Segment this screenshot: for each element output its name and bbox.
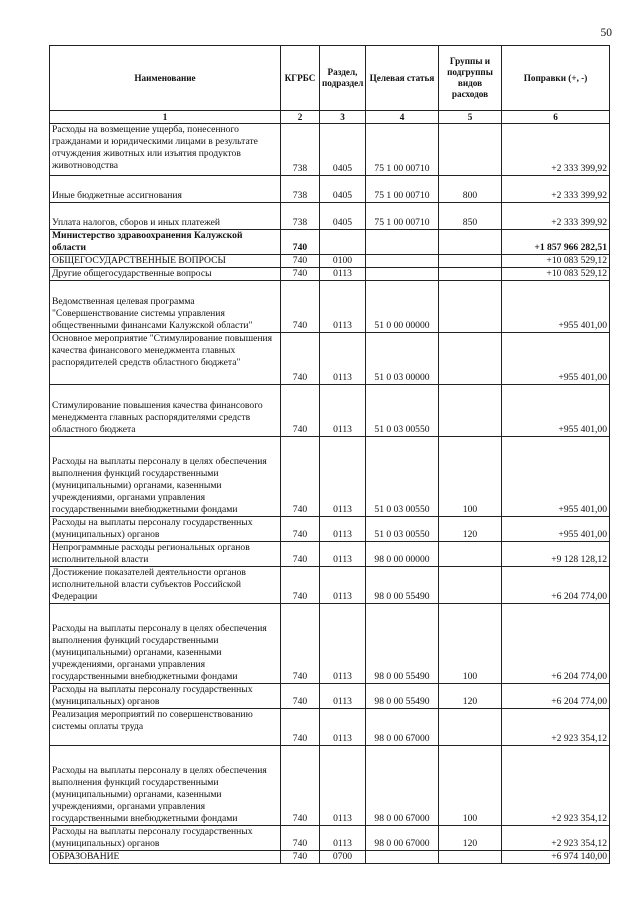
row-amendment: +10 083 529,12 <box>502 268 610 281</box>
row-kgrbs: 740 <box>281 437 320 517</box>
row-amendment: +2 923 354,12 <box>502 826 610 851</box>
table-row <box>50 268 610 281</box>
row-name: Расходы на выплаты персоналу в целях обеспечения выполнения функций государственными (муниципальными) органами, казенными учреждениями, органами управления государственными внебюджетными фондами <box>50 437 281 517</box>
row-target-article: 98 0 00 55490 <box>366 567 439 604</box>
row-section: 0113 <box>320 567 366 604</box>
row-section: 0405 <box>320 203 366 230</box>
row-target-article <box>366 851 439 864</box>
row-kgrbs: 740 <box>281 333 320 385</box>
header-section: Раздел, подраздел <box>320 46 366 111</box>
row-name: Стимулирование повышения качества финансового менеджмента главных распорядителями средств областного бюджета <box>50 385 281 437</box>
row-amendment: +6 204 774,00 <box>502 567 610 604</box>
row-kgrbs: 740 <box>281 542 320 567</box>
table-row <box>50 255 610 268</box>
row-kgrbs: 740 <box>281 746 320 826</box>
row-expense-group: 120 <box>439 517 502 542</box>
row-name: Ведомственная целевая программа "Совершенствование системы управления общественными финансами Калужской области" <box>50 281 281 333</box>
row-amendment: +2 333 399,92 <box>502 124 610 176</box>
row-name: Другие общегосударственные вопросы <box>50 268 281 281</box>
column-number: 3 <box>320 111 366 124</box>
row-section: 0100 <box>320 255 366 268</box>
header-group: Группы и подгруппы видов расходов <box>439 46 502 111</box>
row-kgrbs: 740 <box>281 826 320 851</box>
row-section: 0113 <box>320 268 366 281</box>
row-expense-group <box>439 230 502 255</box>
column-number: 5 <box>439 111 502 124</box>
row-name: Иные бюджетные ассигнования <box>50 176 281 203</box>
row-expense-group <box>439 268 502 281</box>
row-name: Непрограммные расходы региональных органов исполнительной власти <box>50 542 281 567</box>
row-name: Расходы на выплаты персоналу в целях обеспечения выполнения функций государственными (муниципальными) органами, казенными учреждениями, органами управления государственными внебюджетными фондами <box>50 746 281 826</box>
row-amendment: +2 333 399,92 <box>502 176 610 203</box>
row-section <box>320 230 366 255</box>
row-kgrbs: 740 <box>281 709 320 746</box>
row-expense-group: 850 <box>439 203 502 230</box>
row-expense-group <box>439 567 502 604</box>
row-section: 0113 <box>320 281 366 333</box>
row-name: ОБЩЕГОСУДАРСТВЕННЫЕ ВОПРОСЫ <box>50 255 281 268</box>
row-amendment: +6 974 140,00 <box>502 851 610 864</box>
row-target-article: 98 0 00 00000 <box>366 542 439 567</box>
header-name: Наименование <box>50 46 281 111</box>
row-kgrbs: 740 <box>281 255 320 268</box>
row-target-article <box>366 255 439 268</box>
column-number: 6 <box>502 111 610 124</box>
table-row <box>50 281 610 333</box>
row-name: Расходы на выплаты персоналу в целях обеспечения выполнения функций государственными (муниципальными) органами, казенными учреждениями, органами управления государственными внебюджетными фондами <box>50 604 281 684</box>
row-amendment: +955 401,00 <box>502 517 610 542</box>
row-amendment: +1 857 966 282,51 <box>502 230 610 255</box>
row-target-article: 51 0 03 00550 <box>366 385 439 437</box>
row-target-article: 75 1 00 00710 <box>366 203 439 230</box>
row-expense-group <box>439 542 502 567</box>
budget-amendments-table <box>49 45 610 864</box>
row-kgrbs: 740 <box>281 230 320 255</box>
row-name: Расходы на выплаты персоналу государственных (муниципальных) органов <box>50 826 281 851</box>
row-expense-group: 800 <box>439 176 502 203</box>
row-target-article: 51 0 03 00000 <box>366 333 439 385</box>
row-amendment: +10 083 529,12 <box>502 255 610 268</box>
table-row <box>50 176 610 203</box>
row-expense-group <box>439 333 502 385</box>
row-amendment: +6 204 774,00 <box>502 684 610 709</box>
column-number-row <box>50 111 610 124</box>
column-number: 4 <box>366 111 439 124</box>
row-name: Расходы на выплаты персоналу государственных (муниципальных) органов <box>50 684 281 709</box>
row-expense-group: 120 <box>439 826 502 851</box>
row-section: 0405 <box>320 124 366 176</box>
row-amendment: +955 401,00 <box>502 281 610 333</box>
column-number: 1 <box>50 111 281 124</box>
table-row <box>50 203 610 230</box>
table-row <box>50 746 610 826</box>
row-kgrbs: 740 <box>281 281 320 333</box>
row-kgrbs: 738 <box>281 176 320 203</box>
row-section: 0113 <box>320 437 366 517</box>
column-number: 2 <box>281 111 320 124</box>
row-target-article <box>366 268 439 281</box>
table-row <box>50 124 610 176</box>
row-kgrbs: 738 <box>281 124 320 176</box>
row-amendment: +955 401,00 <box>502 437 610 517</box>
table-row <box>50 437 610 517</box>
row-target-article: 75 1 00 00710 <box>366 124 439 176</box>
row-target-article <box>366 230 439 255</box>
row-target-article: 98 0 00 55490 <box>366 604 439 684</box>
table-row <box>50 567 610 604</box>
row-name: Расходы на возмещение ущерба, понесенного гражданами и юридическими лицами в результате отчуждения животных или изъятия продуктов животноводства <box>50 124 281 176</box>
header-target: Целевая статья <box>366 46 439 111</box>
row-kgrbs: 740 <box>281 385 320 437</box>
row-target-article: 51 0 03 00550 <box>366 437 439 517</box>
table-row <box>50 517 610 542</box>
row-kgrbs: 740 <box>281 268 320 281</box>
table-row <box>50 385 610 437</box>
row-amendment: +6 204 774,00 <box>502 604 610 684</box>
table-row <box>50 709 610 746</box>
row-amendment: +9 128 128,12 <box>502 542 610 567</box>
row-amendment: +2 923 354,12 <box>502 709 610 746</box>
row-section: 0113 <box>320 826 366 851</box>
row-amendment: +2 333 399,92 <box>502 203 610 230</box>
row-amendment: +2 923 354,12 <box>502 746 610 826</box>
row-amendment: +955 401,00 <box>502 385 610 437</box>
row-expense-group <box>439 385 502 437</box>
row-section: 0405 <box>320 176 366 203</box>
row-section: 0113 <box>320 684 366 709</box>
row-expense-group <box>439 124 502 176</box>
row-target-article: 98 0 00 67000 <box>366 709 439 746</box>
row-expense-group: 100 <box>439 437 502 517</box>
table-row <box>50 604 610 684</box>
row-target-article: 75 1 00 00710 <box>366 176 439 203</box>
row-section: 0113 <box>320 746 366 826</box>
header-kgrbs: КГРБС <box>281 46 320 111</box>
row-target-article: 98 0 00 55490 <box>366 684 439 709</box>
row-kgrbs: 740 <box>281 851 320 864</box>
row-section: 0113 <box>320 604 366 684</box>
table-row <box>50 826 610 851</box>
row-section: 0113 <box>320 517 366 542</box>
row-expense-group <box>439 281 502 333</box>
table-row <box>50 684 610 709</box>
row-kgrbs: 740 <box>281 604 320 684</box>
header-row <box>50 46 610 111</box>
row-kgrbs: 738 <box>281 203 320 230</box>
header-amend: Поправки (+, -) <box>502 46 610 111</box>
row-name: Достижение показателей деятельности органов исполнительной власти субъектов Российской Федерации <box>50 567 281 604</box>
table-row <box>50 230 610 255</box>
row-expense-group: 120 <box>439 684 502 709</box>
row-kgrbs: 740 <box>281 684 320 709</box>
row-section: 0700 <box>320 851 366 864</box>
row-name: Расходы на выплаты персоналу государственных (муниципальных) органов <box>50 517 281 542</box>
row-amendment: +955 401,00 <box>502 333 610 385</box>
row-name: Уплата налогов, сборов и иных платежей <box>50 203 281 230</box>
row-target-article: 51 0 00 00000 <box>366 281 439 333</box>
row-name: Реализация мероприятий по совершенствованию системы оплаты труда <box>50 709 281 746</box>
row-section: 0113 <box>320 333 366 385</box>
row-section: 0113 <box>320 385 366 437</box>
row-expense-group: 100 <box>439 746 502 826</box>
row-section: 0113 <box>320 542 366 567</box>
table-row <box>50 333 610 385</box>
row-name: Основное мероприятие "Стимулирование повышения качества финансового менеджмента главных распорядителей средств областного бюджета" <box>50 333 281 385</box>
row-kgrbs: 740 <box>281 517 320 542</box>
row-target-article: 98 0 00 67000 <box>366 826 439 851</box>
row-name: Министерство здравоохранения Калужской области <box>50 230 281 255</box>
row-kgrbs: 740 <box>281 567 320 604</box>
row-name: ОБРАЗОВАНИЕ <box>50 851 281 864</box>
row-target-article: 98 0 00 67000 <box>366 746 439 826</box>
row-section: 0113 <box>320 709 366 746</box>
row-expense-group: 100 <box>439 604 502 684</box>
table-row <box>50 851 610 864</box>
row-expense-group <box>439 255 502 268</box>
page-number: 50 <box>600 27 612 39</box>
table-row <box>50 542 610 567</box>
row-target-article: 51 0 03 00550 <box>366 517 439 542</box>
row-expense-group <box>439 709 502 746</box>
row-expense-group <box>439 851 502 864</box>
